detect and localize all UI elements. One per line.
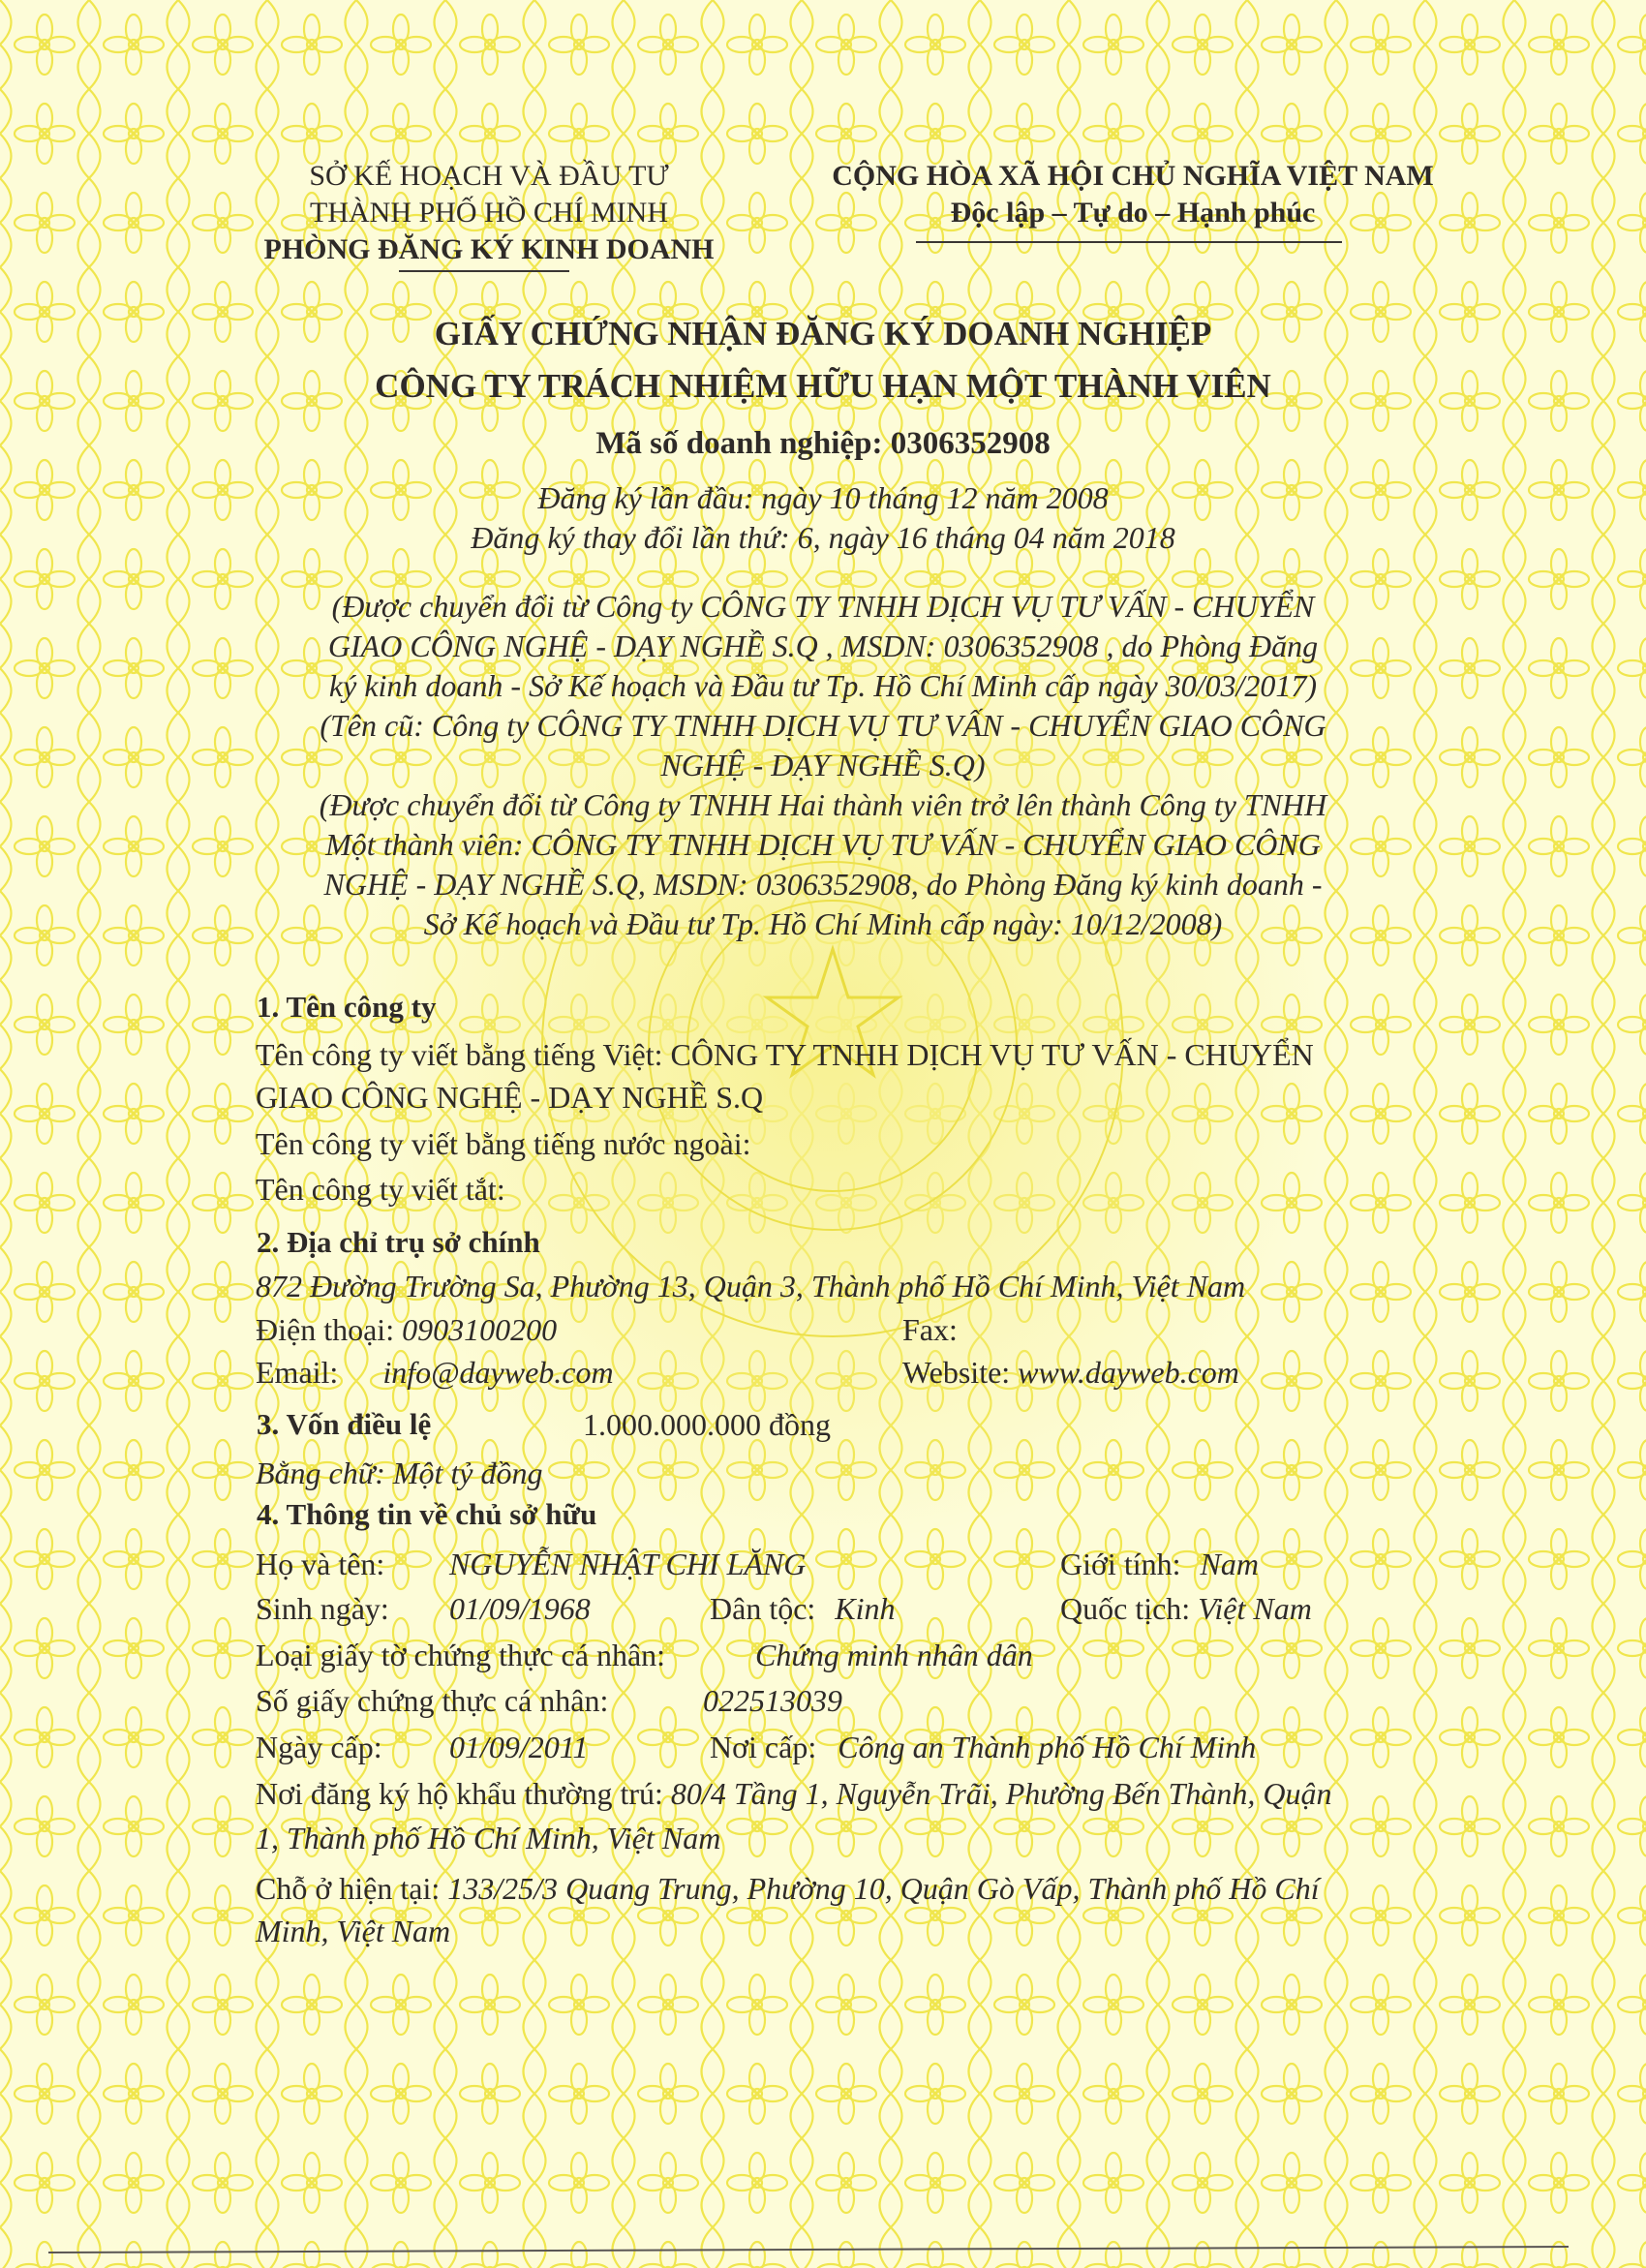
id-type-label: Loại giấy tờ chứng thực cá nhân: bbox=[256, 1638, 666, 1672]
phone-value: 0903100200 bbox=[402, 1312, 558, 1347]
website-value: www.dayweb.com bbox=[1018, 1355, 1239, 1390]
issuer-line-2: THÀNH PHỐ HỒ CHÍ MINH bbox=[310, 197, 668, 229]
conversion-notes bbox=[184, 587, 1462, 944]
state-motto: Độc lập – Tự do – Hạnh phúc bbox=[950, 197, 1316, 229]
ethnic-row bbox=[710, 1591, 896, 1627]
nationality-value: Việt Nam bbox=[1198, 1591, 1312, 1626]
email-label: Email: bbox=[256, 1355, 339, 1390]
gender-value: Nam bbox=[1200, 1547, 1259, 1581]
residence-value: 80/4 Tầng 1, Nguyễn Trãi, Phường Bến Thành, Quận bbox=[670, 1776, 1332, 1811]
issue-date-label: Ngày cấp: bbox=[256, 1730, 382, 1764]
first-registration: Đăng ký lần đầu: ngày 10 tháng 12 năm 2008 bbox=[537, 480, 1109, 515]
company-name-vn-label: Tên công ty viết bằng tiếng Việt: bbox=[256, 1037, 663, 1072]
ethnic-label: Dân tộc: bbox=[710, 1591, 816, 1626]
issue-place-row bbox=[710, 1730, 1256, 1765]
change-registration: Đăng ký thay đổi lần thứ: 6, ngày 16 tháng 04 năm 2018 bbox=[471, 520, 1175, 555]
issue-date-value: 01/09/2011 bbox=[449, 1730, 589, 1764]
nationality-row bbox=[1060, 1591, 1312, 1627]
title-line-2: CÔNG TY TRÁCH NHIỆM HỮU HẠN MỘT THÀNH VIÊN bbox=[375, 367, 1271, 405]
company-name-vn-value: CÔNG TY TNHH DỊCH VỤ TƯ VẤN - CHUYỂN bbox=[670, 1037, 1314, 1072]
section-2-heading: 2. Địa chỉ trụ sở chính bbox=[257, 1225, 540, 1259]
fax-label: Fax: bbox=[902, 1312, 958, 1347]
head-office-address: 872 Đường Trường Sa, Phường 13, Quận 3, Thành phố Hồ Chí Minh, Việt Nam bbox=[256, 1269, 1246, 1303]
phone-row bbox=[256, 1312, 557, 1348]
section-3-heading: 3. Vốn điều lệ bbox=[257, 1407, 432, 1441]
residence-row bbox=[256, 1776, 1331, 1812]
company-name-vn bbox=[256, 1037, 1314, 1073]
note-line: GIAO CÔNG NGHỆ - DẠY NGHỀ S.Q , MSDN: 0306352908 , do Phòng Đăng bbox=[327, 628, 1319, 663]
gender-label: Giới tính: bbox=[1060, 1547, 1181, 1581]
residence-label: Nơi đăng ký hộ khẩu thường trú: bbox=[256, 1776, 663, 1811]
issue-place-value: Công an Thành phố Hồ Chí Minh bbox=[838, 1730, 1257, 1764]
section-1-heading: 1. Tên công ty bbox=[257, 990, 437, 1024]
id-number-value: 022513039 bbox=[703, 1683, 842, 1718]
section-4-heading: 4. Thông tin về chủ sở hữu bbox=[257, 1497, 597, 1531]
owner-name-label: Họ và tên: bbox=[256, 1547, 385, 1581]
company-short-name-label: Tên công ty viết tắt: bbox=[256, 1172, 505, 1207]
charter-capital-amount: 1.000.000.000 đồng bbox=[583, 1407, 831, 1442]
issuer-line-1: SỞ KẾ HOẠCH VÀ ĐẦU TƯ bbox=[309, 160, 669, 192]
issue-place-label: Nơi cấp: bbox=[710, 1730, 817, 1764]
nationality-label: Quốc tịch: bbox=[1060, 1591, 1191, 1626]
issuer-underline bbox=[399, 270, 569, 272]
dob-label: Sinh ngày: bbox=[256, 1591, 389, 1626]
current-address-row bbox=[256, 1871, 1320, 1907]
owner-name: NGUYỄN NHẬT CHI LĂNG bbox=[449, 1547, 807, 1581]
state-heading bbox=[813, 158, 1452, 231]
note-line: (Tên cũ: Công ty CÔNG TY TNHH DỊCH VỤ TƯ VẤN - CHUYỂN GIAO CÔNG bbox=[320, 708, 1326, 743]
registration-dates bbox=[0, 478, 1646, 558]
title-line-1: GIẤY CHỨNG NHẬN ĐĂNG KÝ DOANH NGHIỆP bbox=[434, 315, 1212, 352]
dob-value: 01/09/1968 bbox=[449, 1591, 591, 1626]
website-label: Website: bbox=[902, 1355, 1011, 1390]
document-title bbox=[0, 308, 1646, 413]
motto-underline bbox=[916, 241, 1342, 243]
issuer-block bbox=[261, 158, 716, 268]
phone-label: Điện thoại: bbox=[256, 1312, 395, 1347]
current-address-label: Chỗ ở hiện tại: bbox=[256, 1871, 441, 1906]
residence-value-cont: 1, Thành phố Hồ Chí Minh, Việt Nam bbox=[256, 1821, 721, 1855]
company-name-vn-cont: GIAO CÔNG NGHỆ - DẠY NGHỀ S.Q bbox=[256, 1080, 764, 1115]
company-name-foreign-label: Tên công ty viết bằng tiếng nước ngoài: bbox=[256, 1126, 751, 1161]
email-row bbox=[256, 1355, 614, 1391]
note-line: NGHỆ - DẠY NGHỀ S.Q, MSDN: 0306352908, do Phòng Đăng ký kinh doanh - bbox=[323, 867, 1323, 902]
note-line: (Được chuyển đổi từ Công ty TNHH Hai thành viên trở lên thành Công ty TNHH bbox=[319, 787, 1327, 822]
state-name: CỘNG HÒA XÃ HỘI CHỦ NGHĨA VIỆT NAM bbox=[832, 160, 1434, 192]
note-line: Sở Kế hoạch và Đầu tư Tp. Hồ Chí Minh cấp ngày: 10/12/2008) bbox=[423, 906, 1223, 941]
charter-capital-in-words: Bằng chữ: Một tỷ đồng bbox=[256, 1456, 543, 1490]
note-line: NGHỆ - DẠY NGHỀ S.Q) bbox=[660, 748, 986, 782]
website-row bbox=[902, 1355, 1239, 1391]
issuer-line-3: PHÒNG ĐĂNG KÝ KINH DOANH bbox=[263, 233, 715, 265]
id-type-value: Chứng minh nhân dân bbox=[755, 1638, 1033, 1672]
note-line: Một thành viên: CÔNG TY TNHH DỊCH VỤ TƯ VẤN - CHUYỂN GIAO CÔNG bbox=[325, 827, 1321, 862]
ethnic-value: Kinh bbox=[835, 1591, 896, 1626]
current-address-value: 133/25/3 Quang Trung, Phường 10, Quận Gò Vấp, Thành phố Hồ Chí bbox=[447, 1871, 1320, 1906]
gender-row bbox=[1060, 1547, 1259, 1582]
email-value: info@dayweb.com bbox=[382, 1355, 614, 1390]
note-line: (Được chuyển đổi từ Công ty CÔNG TY TNHH DỊCH VỤ TƯ VẤN - CHUYỂN bbox=[331, 589, 1315, 624]
note-line: ký kinh doanh - Sở Kế hoạch và Đầu tư Tp. Hồ Chí Minh cấp ngày 30/03/2017) bbox=[328, 668, 1318, 703]
current-address-cont: Minh, Việt Nam bbox=[256, 1914, 451, 1948]
id-number-label: Số giấy chứng thực cá nhân: bbox=[256, 1683, 609, 1718]
enterprise-code: Mã số doanh nghiệp: 0306352908 bbox=[595, 426, 1051, 461]
